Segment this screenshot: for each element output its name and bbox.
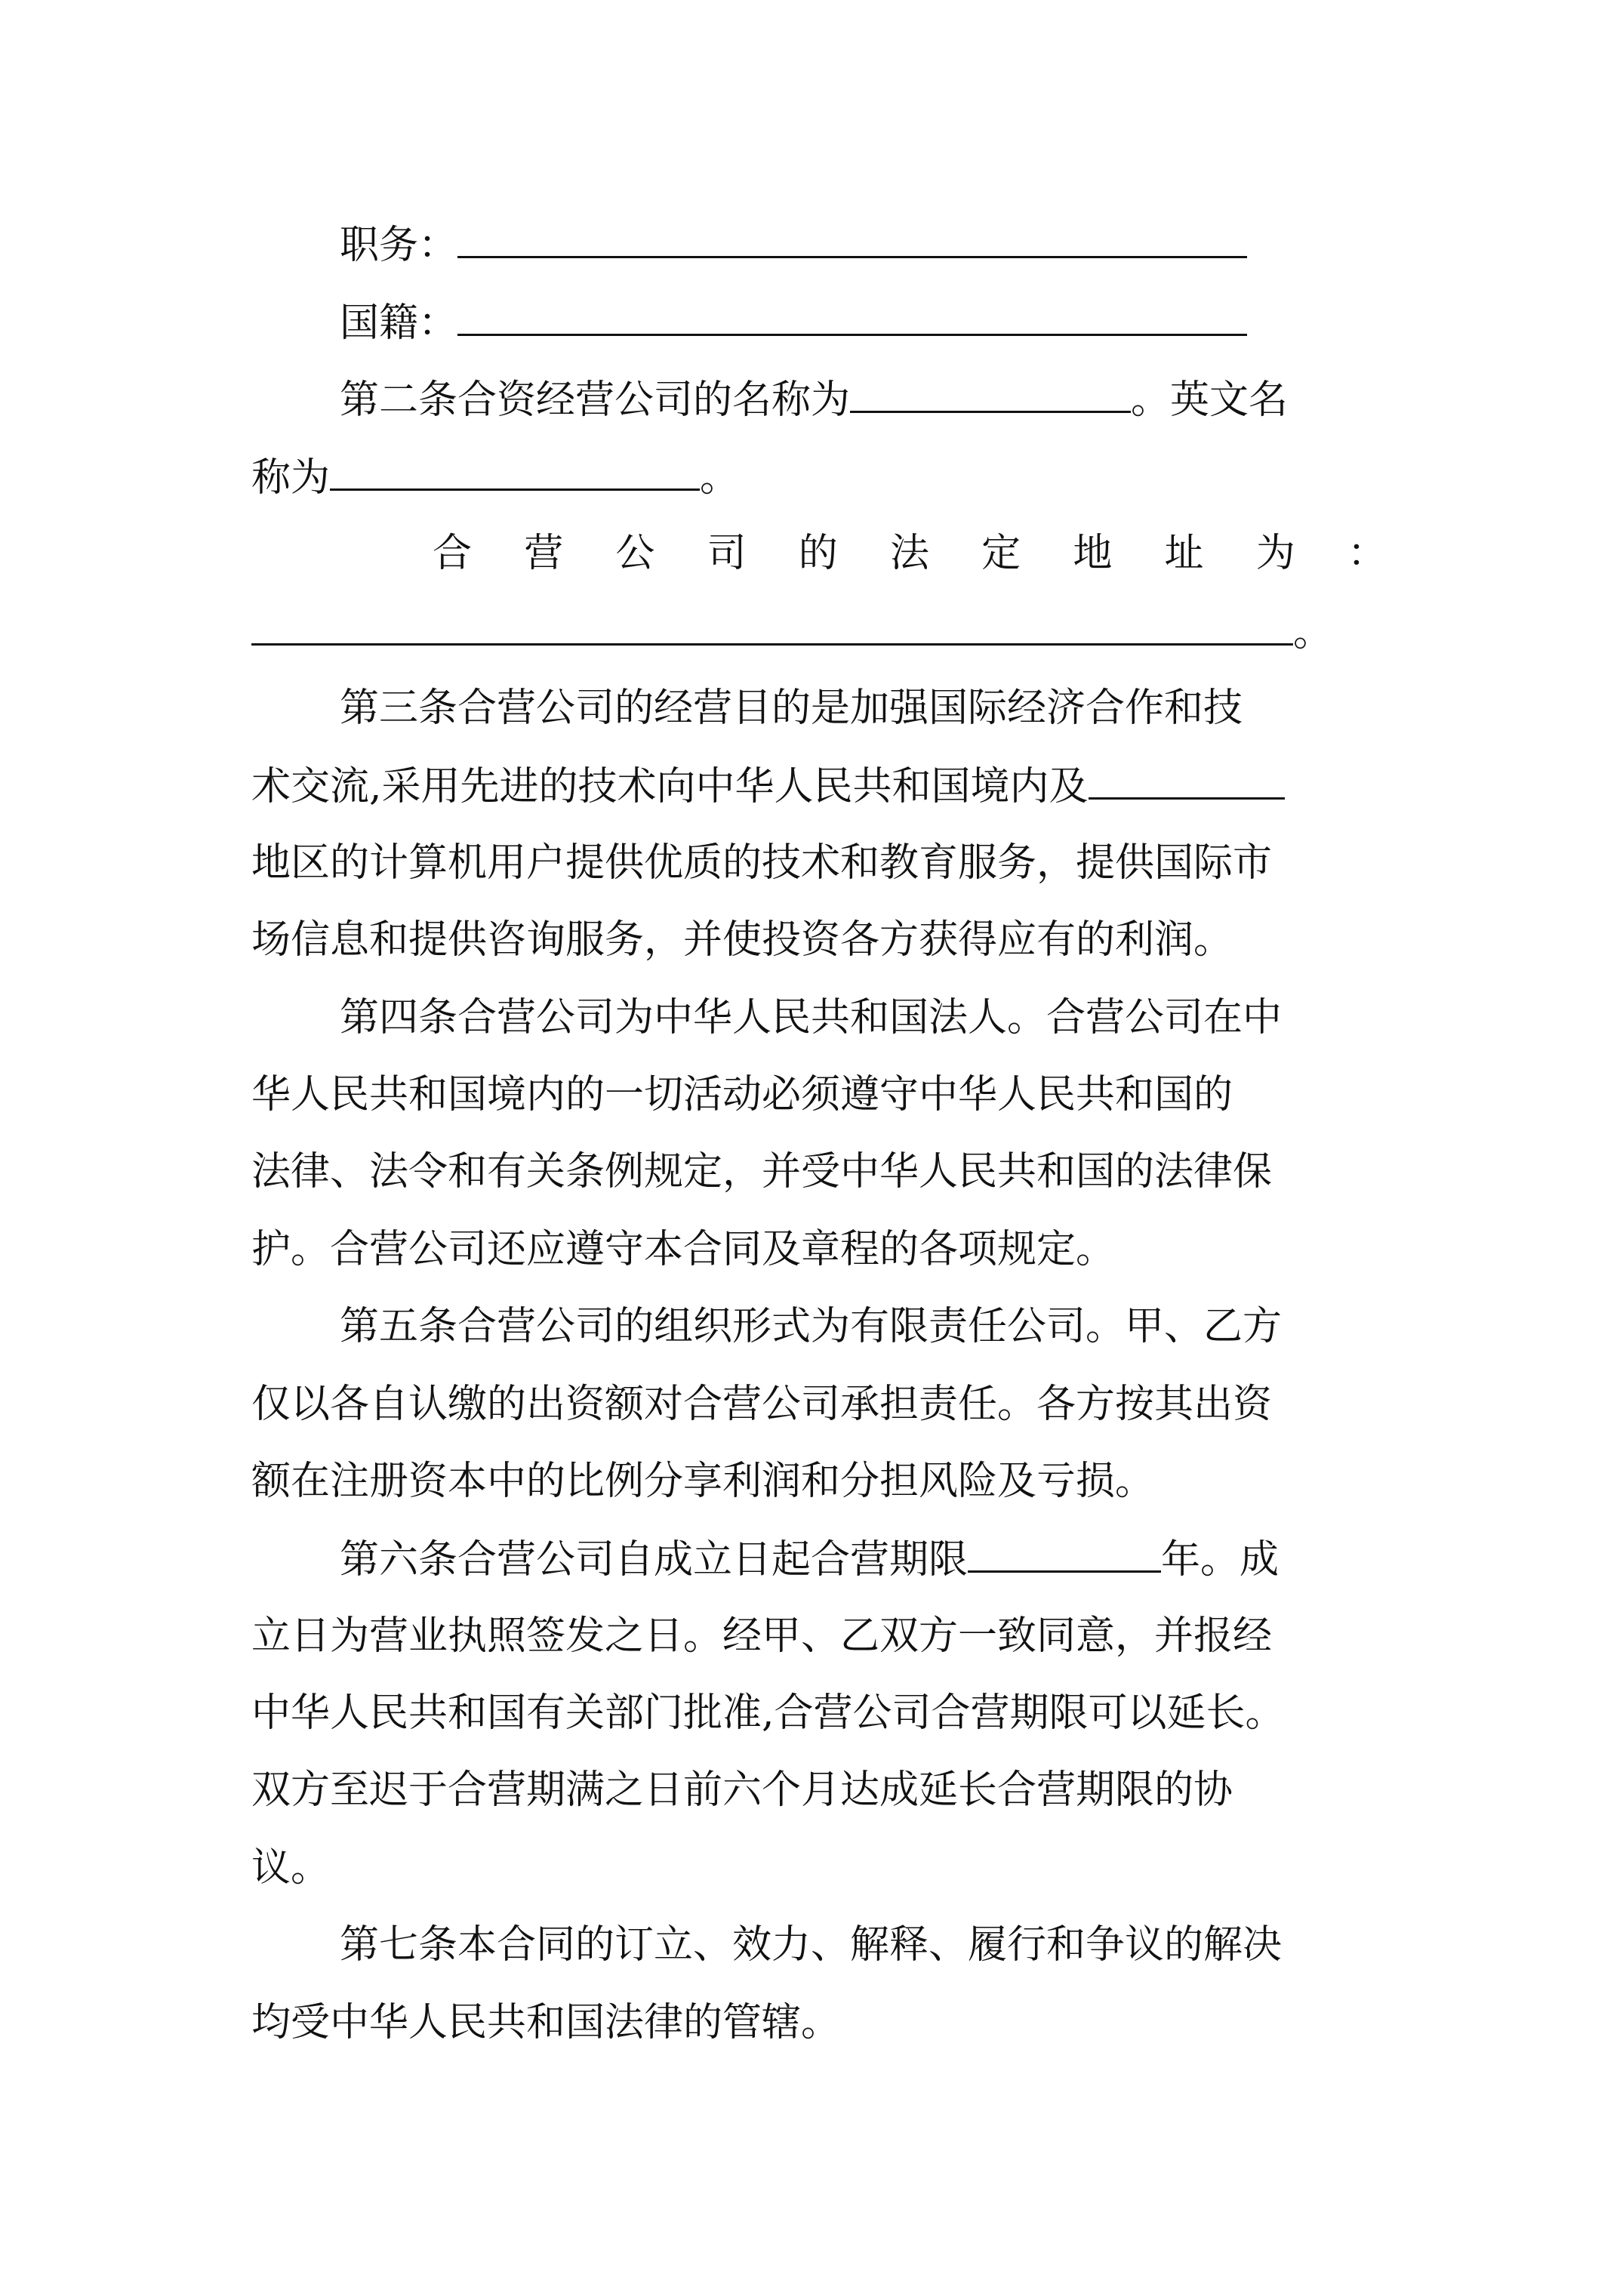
article-3-line-3: 地区的计算机用户提供优质的技术和教育服务，提供国际市 (251, 840, 1273, 886)
english-name-label: 。英文名 (1131, 378, 1289, 423)
address-char: 合 (433, 531, 473, 576)
address-char: 为 (1255, 531, 1295, 576)
term-blank (968, 1528, 1161, 1573)
article-2-line-2-end: 。 (700, 455, 740, 501)
address-blank (251, 601, 1293, 646)
nationality-blank (457, 291, 1247, 336)
article-4-line-1: 第四条合营公司为中华人民共和国法人。合营公司在中 (340, 995, 1283, 1040)
article-2-line-2 (251, 446, 739, 507)
nationality-label: 国籍： (340, 300, 458, 346)
english-name-blank (330, 446, 700, 491)
article-7-line-2: 均受中华人民共和国法律的管辖。 (251, 2000, 841, 2045)
address-label-row (251, 523, 1387, 584)
address-char: 定 (981, 531, 1021, 576)
position-label: 职务： (340, 223, 458, 268)
article-6-line-3: 中华人民共和国有关部门批准,合营公司合营期限可以延长。 (251, 1690, 1285, 1736)
article-2-line-2-start: 称为 (251, 455, 331, 501)
article-6-line-1 (340, 1528, 1279, 1589)
article-5-line-2: 仅以各自认缴的出资额对合营公司承担责任。各方按其出资 (251, 1382, 1273, 1427)
article-7-line-1: 第七条本合同的订立、效力、解释、履行和争议的解决 (340, 1922, 1283, 1968)
address-char: 法 (889, 531, 929, 576)
region-blank (1089, 755, 1285, 800)
article-4-line-4: 护。合营公司还应遵守本合同及章程的各项规定。 (251, 1227, 1116, 1272)
article-6-line-1-start: 第六条合营公司自成立日起合营期限 (340, 1537, 969, 1583)
address-char: 司 (707, 531, 747, 576)
nationality-field-row (340, 291, 1247, 352)
article-6-line-5: 议。 (251, 1845, 331, 1891)
article-2-line-1 (340, 368, 1288, 429)
article-5-line-1: 第五条合营公司的组织形式为有限责任公司。甲、乙方 (340, 1304, 1283, 1349)
article-3-line-4: 场信息和提供咨询服务，并使投资各方获得应有的利润。 (251, 917, 1233, 963)
position-field-row (340, 214, 1247, 274)
address-blank-row (251, 601, 1332, 661)
article-6-line-2: 立日为营业执照签发之日。经甲、乙双方一致同意，并报经 (251, 1613, 1273, 1659)
address-char: 营 (524, 531, 564, 576)
article-6-line-4: 双方至迟于合营期满之日前六个月达成延长合营期限的协 (251, 1767, 1233, 1813)
address-char: 址 (1164, 531, 1204, 576)
address-char: 公 (615, 531, 655, 576)
address-char: ： (1347, 531, 1387, 576)
article-3-line-2 (251, 755, 1285, 815)
article-2-text: 第二条合资经营公司的名称为 (340, 378, 851, 423)
article-6-line-1-end: 年。成 (1161, 1537, 1280, 1583)
address-char: 的 (798, 531, 838, 576)
article-5-line-3: 额在注册资本中的比例分享利润和分担风险及亏损。 (251, 1459, 1155, 1504)
article-4-line-2: 华人民共和国境内的一切活动必须遵守中华人民共和国的 (251, 1072, 1233, 1117)
article-3-line-1: 第三条合营公司的经营目的是加强国际经济合作和技 (340, 686, 1243, 731)
position-blank (457, 214, 1247, 258)
address-char: 地 (1073, 531, 1113, 576)
article-4-line-3: 法律、法令和有关条例规定，并受中华人民共和国的法律保 (251, 1149, 1273, 1194)
address-end: 。 (1293, 610, 1333, 655)
company-name-blank (850, 368, 1131, 413)
article-3-line-2-text: 术交流,采用先进的技术向中华人民共和国境内及 (251, 764, 1089, 809)
